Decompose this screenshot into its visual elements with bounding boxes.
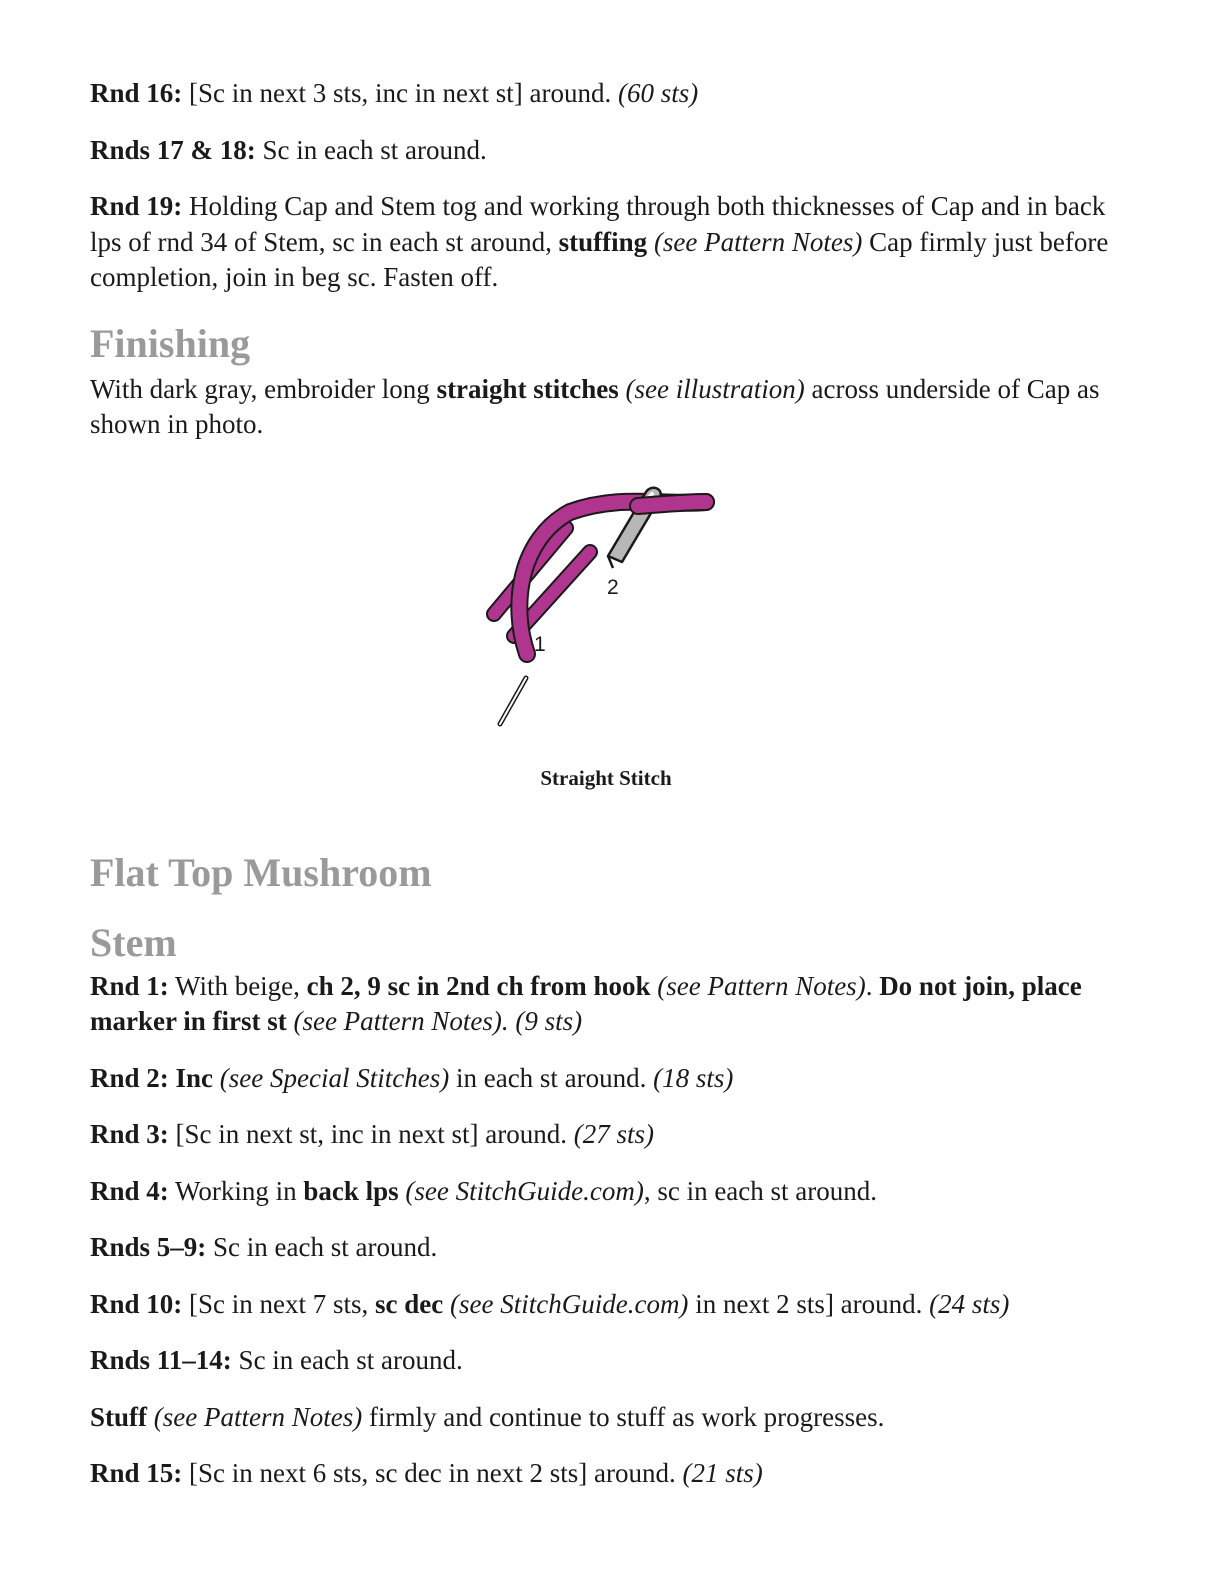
stem-rnd4-instruction [90,1174,1130,1210]
rnd-label: Rnd 1: [90,970,169,1001]
rnd19-instruction [90,189,1130,296]
rnd-label: Rnd 3: [90,1119,169,1149]
point-label-1: 1 [534,633,546,656]
rnd-text: in next 2 sts] around. [688,1288,930,1319]
stem-rnd5-9-instruction [90,1230,1130,1266]
stitch-term: ch 2, 9 sc in 2nd ch from hook [306,970,651,1001]
rnd17-18-instruction [90,133,1130,169]
rnd-text: Cap firmly just before completion, join in beg sc. Fasten off. [90,226,1109,292]
flat-top-heading: Flat Top Mushroom [90,849,432,895]
rnd-text: Holding Cap and Stem tog and working through both thicknesses of Cap and in back lps of rnd 34 of Stem, sc in each st around, [90,191,1106,257]
straight-stitch-illustration [90,484,1130,814]
stitch-count: (24 sts) [929,1288,1010,1319]
finishing-heading: Finishing [90,320,251,366]
finishing-instruction [90,372,1130,443]
rnd-text: Working in [168,1175,304,1206]
reference-note: (see Special Stitches) [213,1062,450,1093]
stitch-term: straight stitches [436,373,619,404]
rnd-label: Rnd 19: [90,191,183,221]
stitch-term: sc dec [375,1288,444,1319]
straight-stitch-yarn [494,502,706,654]
stitch-count: (60 sts) [617,78,699,108]
rnd-label: Rnds 17 & 18: [90,134,256,165]
rnd-label: Rnd 4: [90,1175,169,1206]
stitch-count: (18 sts) [653,1062,734,1093]
rnd-label: Rnd 15: [90,1458,183,1488]
rnd-text: With beige, [168,970,307,1001]
rnd-label: Rnd 10: [90,1288,183,1319]
stem-subheading: Stem [90,919,177,965]
rnd-text: [Sc in next 7 sts, [182,1288,376,1319]
stem-rnd3-instruction [90,1117,1130,1153]
rnd-text: [Sc in next 6 sts, sc dec in next 2 sts] around. [182,1458,683,1488]
rnd-text: , sc in each st around. [643,1175,878,1206]
stem-rnd10-instruction [90,1287,1130,1323]
stitch-count: (27 sts) [573,1119,654,1149]
rnd-label: Stuff [90,1401,148,1432]
rnd-text: [Sc in next st, inc in next st] around. [168,1119,574,1149]
reference-note: (see Pattern Notes) [647,226,863,257]
rnd-text: [Sc in next 3 sts, inc in next st] around. [182,78,618,108]
stitch-count: (21 sts) [682,1458,763,1488]
rnd-label: Rnd 16: [90,78,183,108]
stem-rnd1-instruction [90,969,1130,1040]
stem-rnd15-instruction [90,1456,1130,1492]
rnd16-instruction [90,76,1130,112]
rnd-text: Sc in each st around. [206,1232,438,1262]
rnd-text: across underside of Cap as shown in photo. [90,373,1100,439]
reference-note: (see Pattern Notes) [650,970,866,1001]
rnd-text: . [865,970,880,1001]
pattern-page [90,76,1130,1492]
stitch-term: stuffing [558,226,648,257]
rnd-text: Sc in each st around. [231,1345,463,1375]
straight-stitch-drawing [480,484,740,734]
rnd-text: firmly and continue to stuff as work progresses. [362,1401,885,1432]
rnd-label: Rnds 11–14: [90,1345,232,1375]
reference-note: (see StitchGuide.com) [398,1175,644,1206]
reference-note: (see Pattern Notes). (9 sts) [286,1006,583,1036]
stem-rnd11-14-instruction [90,1343,1130,1379]
rnd-label: Rnds 5–9: [90,1232,207,1262]
stitch-term: back lps [303,1175,399,1206]
stem-stuff-instruction [90,1400,1130,1436]
figure-caption: Straight Stitch [540,766,672,790]
reference-note: (see Pattern Notes) [147,1401,363,1432]
point-label-2: 2 [607,576,619,599]
reference-note: (see StitchGuide.com) [443,1288,689,1319]
rnd-label: Rnd 2: [90,1062,169,1093]
reference-note: (see illustration) [618,373,805,404]
stitch-term: Do not join, place marker in first st [90,970,1082,1036]
rnd-text: Sc in each st around. [255,134,487,165]
rnd-text: With dark gray, embroider long [90,373,437,404]
stitch-term: Inc [168,1062,214,1093]
stem-rnd2-instruction [90,1061,1130,1097]
rnd-text: in each st around. [449,1062,654,1093]
